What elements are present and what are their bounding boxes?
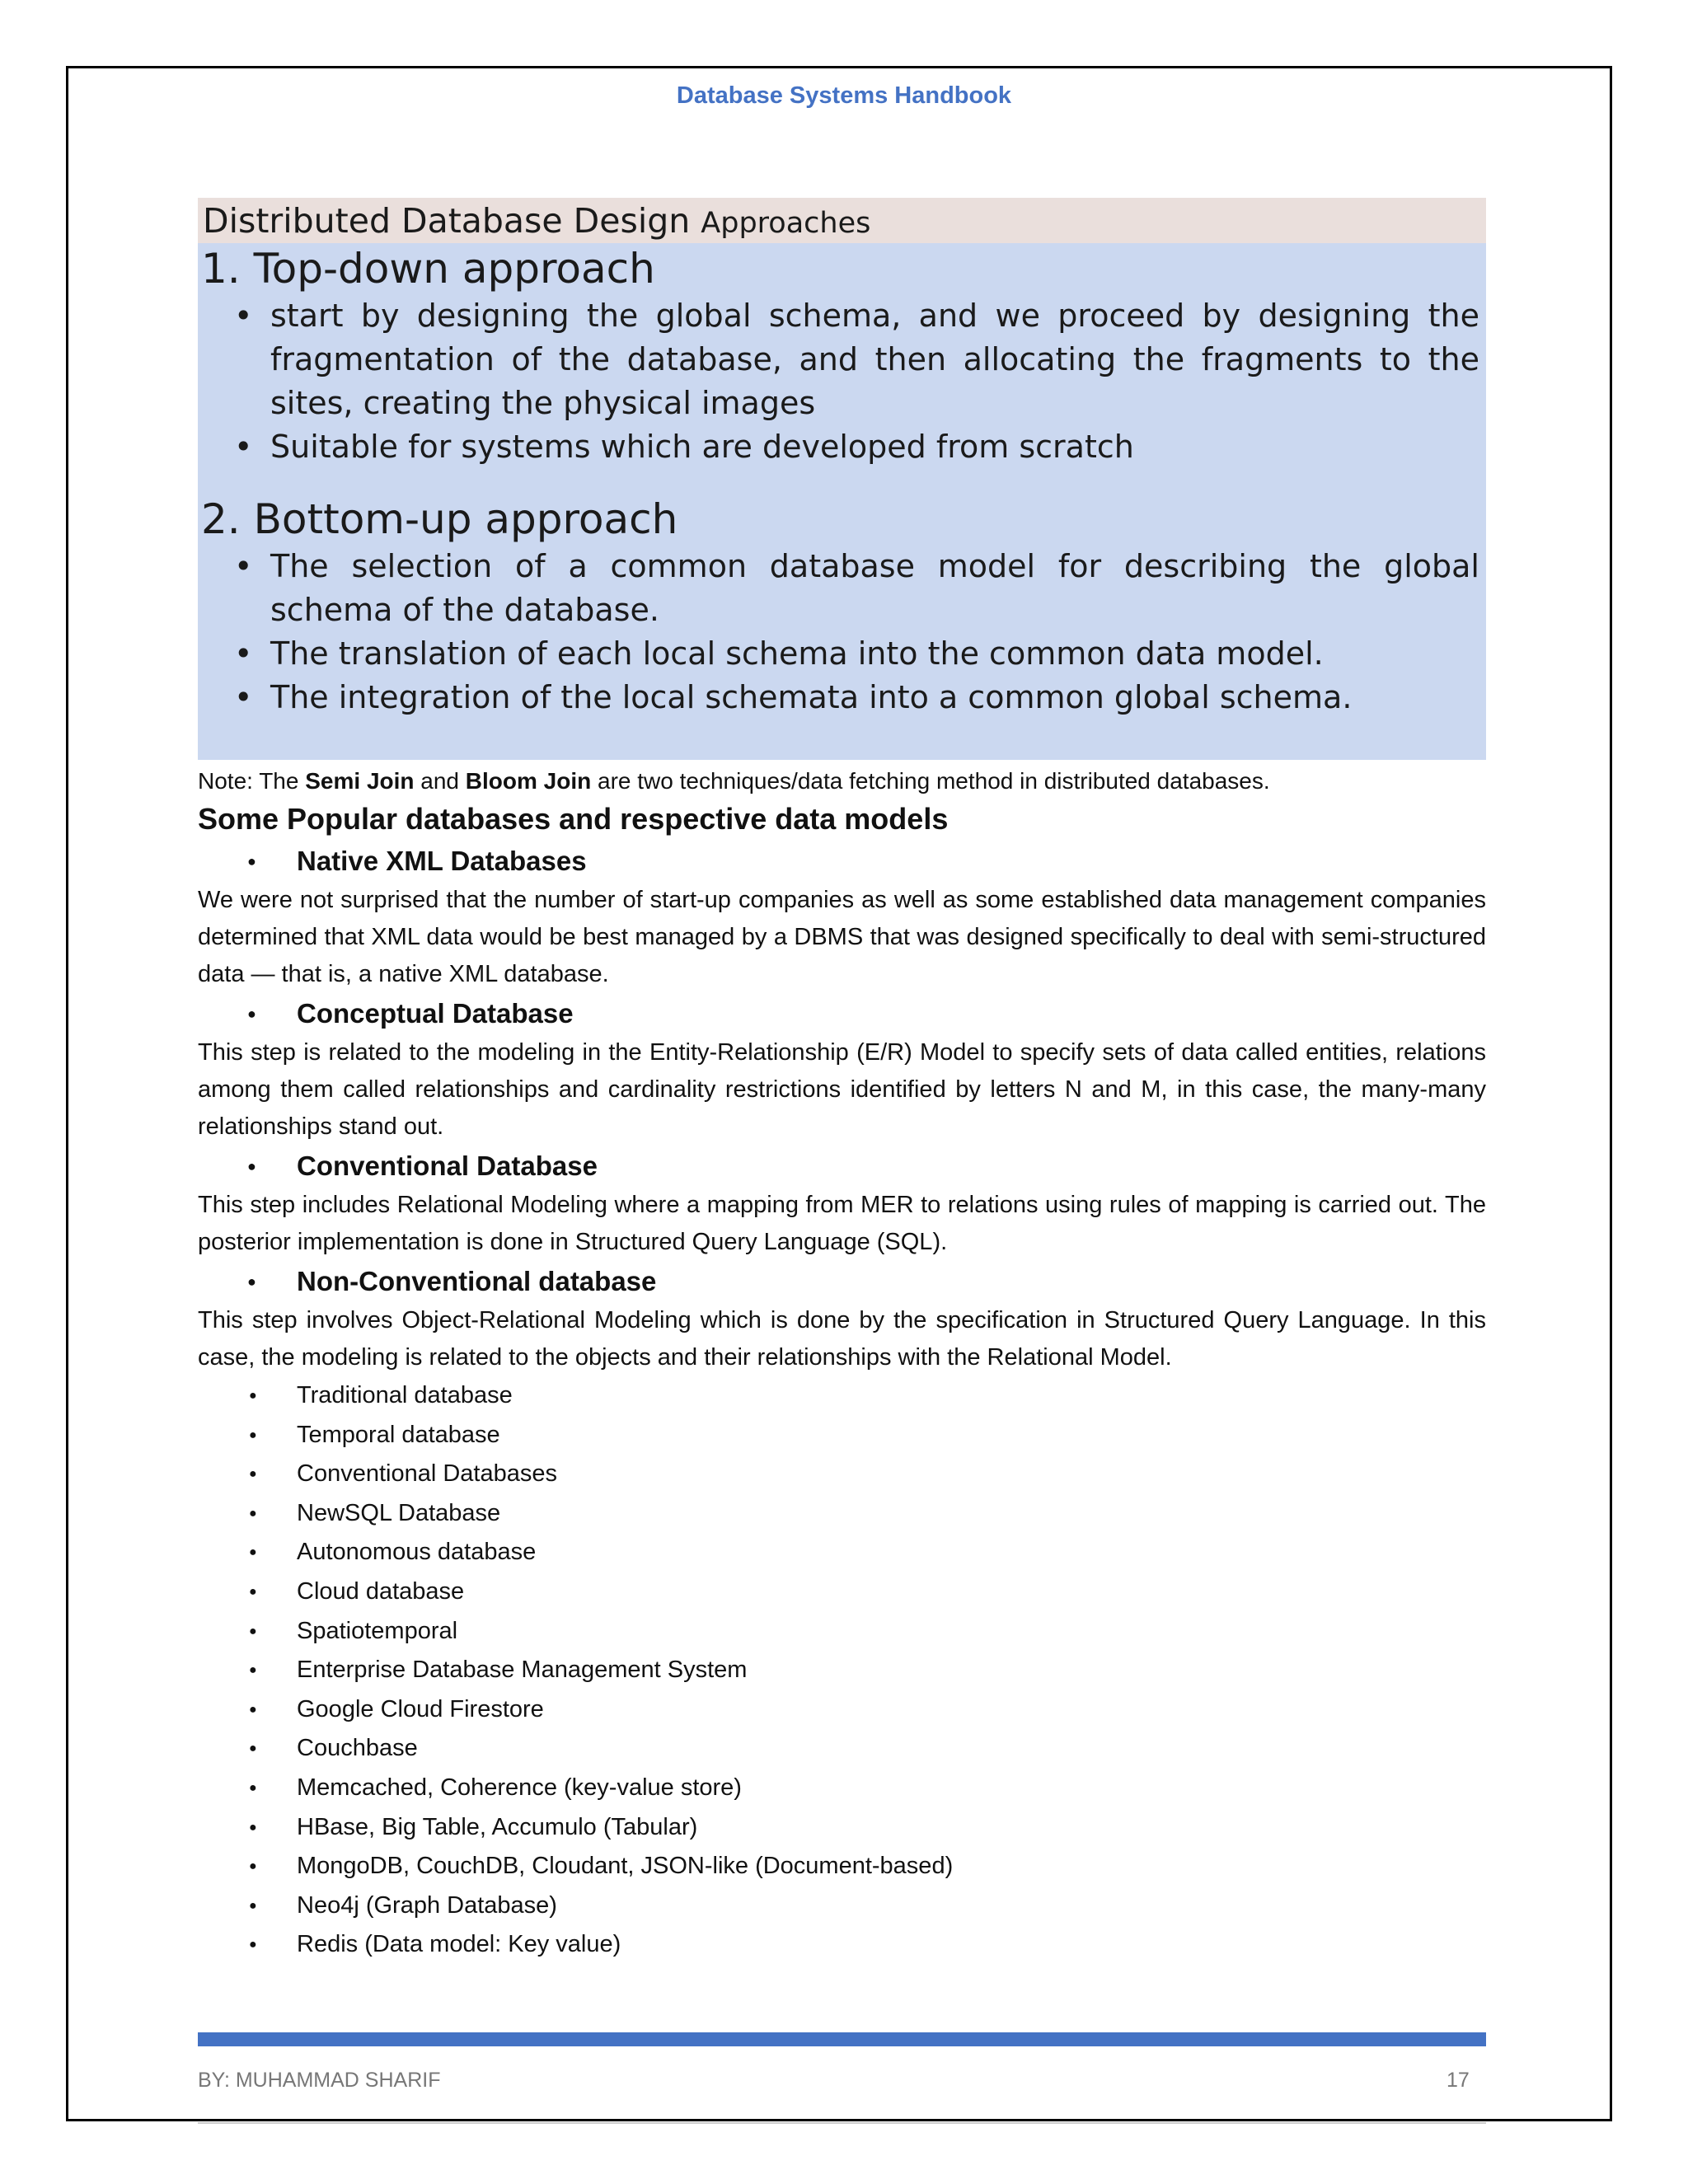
slide-image — [198, 198, 1486, 760]
list-item: ● Spatiotemporal — [198, 1612, 1486, 1652]
slide-bullets-bottom-up — [198, 545, 1486, 719]
subheading-non-conventional: ● Non-Conventional database — [198, 1261, 1486, 1302]
list-item: ● Cloud database — [198, 1572, 1486, 1612]
note-term-semi-join: Semi Join — [305, 768, 415, 794]
list-item: ● Memcached, Coherence (key-value store) — [198, 1769, 1486, 1808]
slide-bullet: • The integration of the local schemata into a common global schema. — [234, 676, 1486, 719]
list-item: ● NewSQL Database — [198, 1494, 1486, 1534]
slide-heading-top-down: 1. Top-down approach — [201, 245, 655, 293]
subheading-native-xml: ● Native XML Databases — [198, 841, 1486, 882]
footer-author: BY: MUHAMMAD SHARIF — [198, 2069, 441, 2092]
note-term-bloom-join: Bloom Join — [465, 768, 592, 794]
slide-bullet: • Suitable for systems which are developed from scratch — [234, 425, 1486, 469]
list-item: ● Redis (Data model: Key value) — [198, 1925, 1486, 1965]
list-item: ● HBase, Big Table, Accumulo (Tabular) — [198, 1808, 1486, 1848]
list-item: ● Neo4j (Graph Database) — [198, 1886, 1486, 1926]
section-heading: Some Popular databases and respective data models — [198, 802, 949, 836]
list-item: ● Google Cloud Firestore — [198, 1690, 1486, 1730]
note-mid: and — [414, 768, 466, 794]
slide-bullet: • start by designing the global schema, and we proceed by designing the fragmentation of the database, and then allocating the fragments to the sites, creating the physical images — [234, 294, 1486, 425]
list-item: ● Autonomous database — [198, 1533, 1486, 1572]
subheading-conventional: ● Conventional Database — [198, 1146, 1486, 1187]
running-header: Database Systems Handbook — [676, 82, 1012, 109]
paragraph-native-xml: We were not surprised that the number of start-up companies as well as some established data management companies determined that XML data would be best managed by a DBMS that was designed specifically to deal with semi-structured data — that is, a native XML database. — [198, 887, 1486, 987]
slide-heading-bottom-up: 2. Bottom-up approach — [201, 495, 678, 543]
paragraph-conventional: This step includes Relational Modeling where a mapping from MER to relations using rules of mapping is carried out. The posterior implementation is done in Structured Query Language (SQL). — [198, 1192, 1486, 1255]
list-item: ● Conventional Databases — [198, 1455, 1486, 1494]
note-text — [198, 765, 1486, 798]
slide-bullet: • The translation of each local schema into the common data model. — [234, 632, 1486, 676]
slide-title-small: Approaches — [701, 207, 871, 240]
note-prefix: Note: The — [198, 768, 306, 794]
list-item: ● Traditional database — [198, 1376, 1486, 1416]
slide-bullets-top-down — [198, 294, 1486, 469]
paragraph-conceptual: This step is related to the modeling in the Entity-Relationship (E/R) Model to specify sets of data called entities, relations among them called relationships and cardinality restrictions identified by letters N and M, in this case, the many-many relationships stand out. — [198, 1039, 1486, 1140]
footer-rule — [198, 2032, 1486, 2046]
list-item: ● MongoDB, CouchDB, Cloudant, JSON-like (Document-based) — [198, 1847, 1486, 1886]
slide-bullet: • The selection of a common database model for describing the global schema of the database. — [234, 545, 1486, 632]
database-list — [198, 1376, 1486, 1965]
list-item: ● Enterprise Database Management System — [198, 1651, 1486, 1690]
main-content — [198, 765, 1486, 1965]
note-suffix: are two techniques/data fetching method in distributed databases. — [591, 768, 1270, 794]
page-bottom-line — [198, 2122, 1486, 2124]
page-number: 17 — [1447, 2069, 1470, 2092]
paragraph-non-conventional: This step involves Object-Relational Modeling which is done by the specification in Structured Query Language. In this case, the modeling is related to the objects and their relationships with the Relational Model. — [198, 1307, 1486, 1371]
list-item: ● Couchbase — [198, 1729, 1486, 1769]
subheading-conceptual: ● Conceptual Database — [198, 993, 1486, 1034]
slide-title-large: Distributed Database Design — [203, 201, 691, 241]
slide-title — [198, 198, 1486, 243]
list-item: ● Temporal database — [198, 1416, 1486, 1455]
